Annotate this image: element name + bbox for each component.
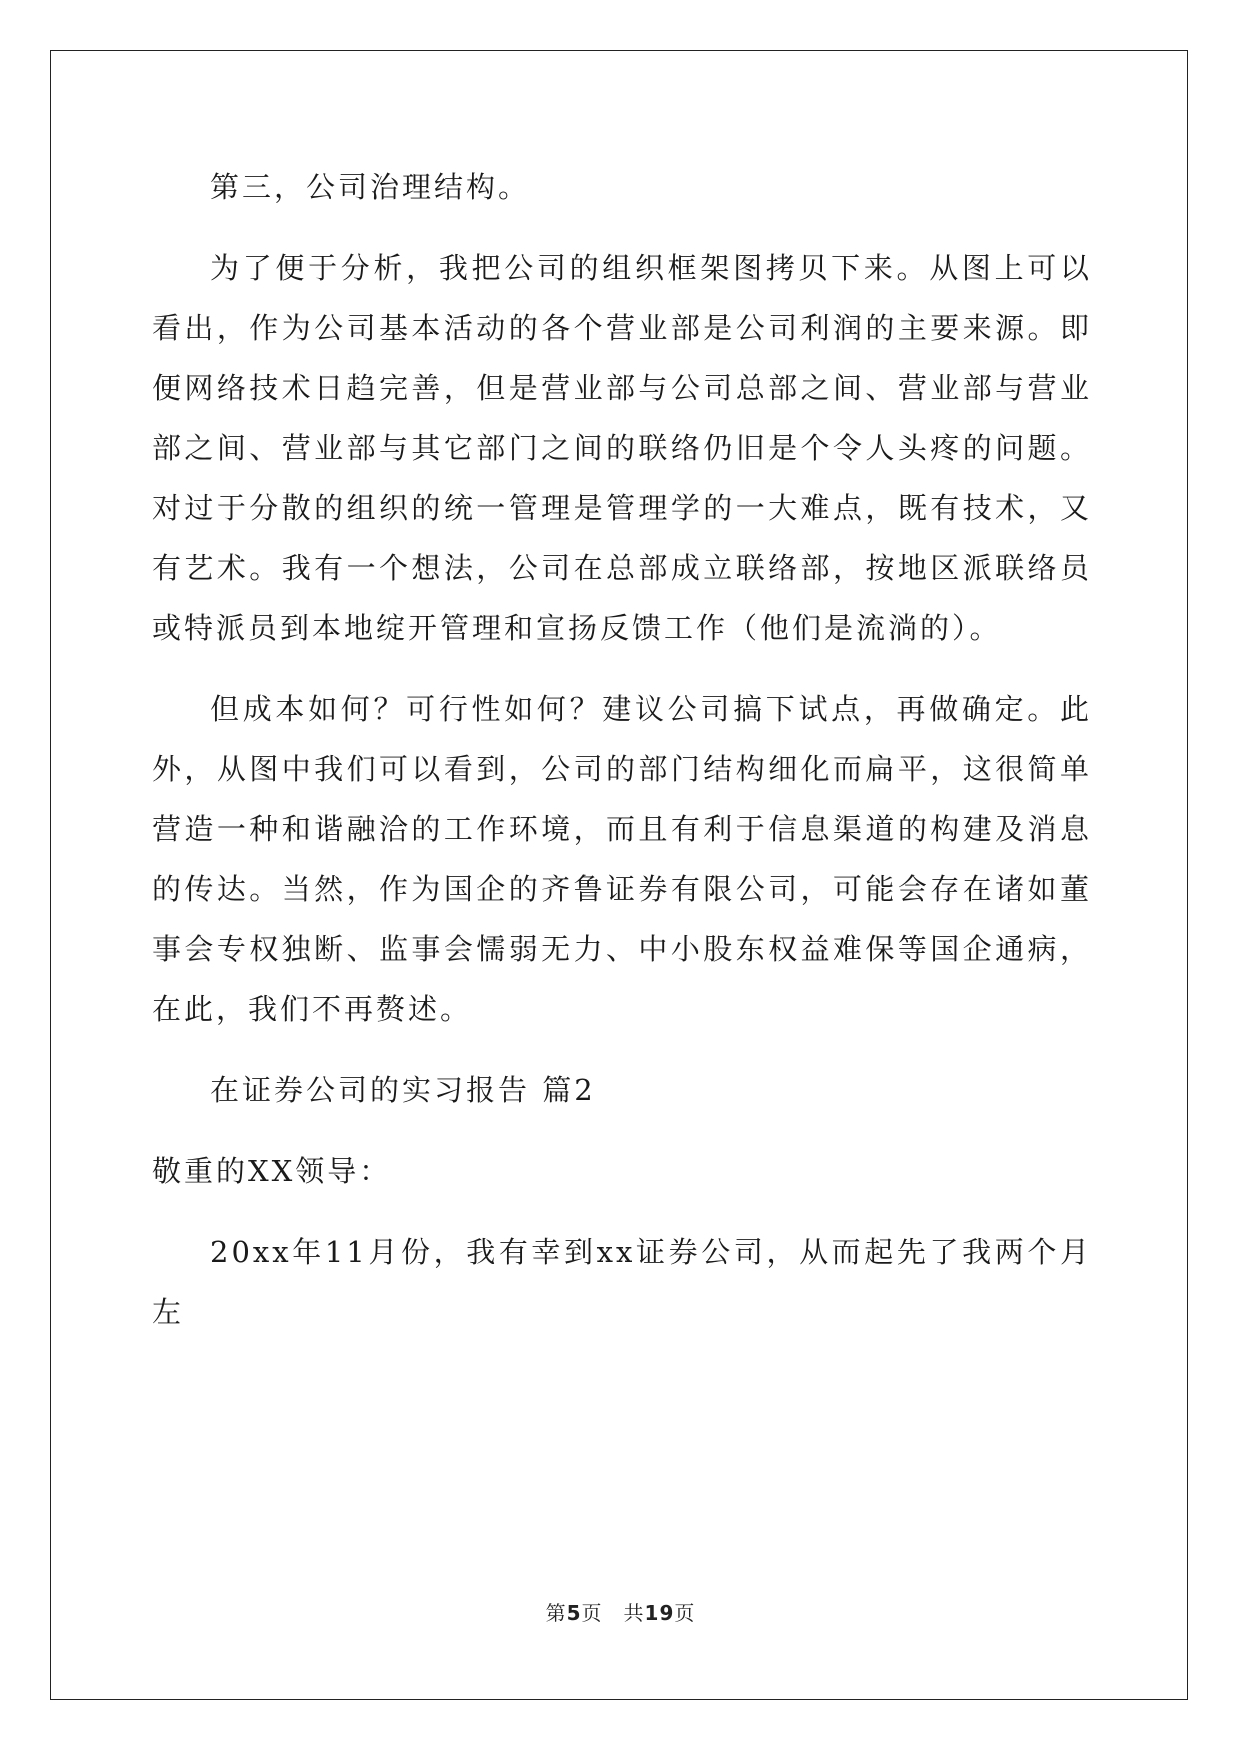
paragraph-intro: 20xx年11月份，我有幸到xx证券公司，从而起先了我两个月左 — [152, 1235, 1092, 1329]
footer-prefix: 第 — [545, 1601, 567, 1625]
paragraph-cost-feasibility: 但成本如何？可行性如何？建议公司搞下试点，再做确定。此外，从图中我们可以看到，公司的部门结构细化而扁平，这很简单营造一种和谐融洽的工作环境，而且有利于信息渠道的构建及消息的传达。当然，作为国企的齐鲁证券有限公司，可能会存在诸如董事会专权独断、监事会懦弱无力、中小股东权益难保等国企通病，在此，我们不再赘述。 — [152, 692, 1092, 1026]
report-title-part2: 在证券公司的实习报告 篇2 — [210, 1073, 596, 1107]
page-footer — [0, 1597, 1241, 1626]
footer-page-number: 5 — [566, 1601, 582, 1625]
footer-suffix: 页 — [674, 1601, 696, 1625]
paragraph-governance-heading: 第三，公司治理结构。 — [210, 170, 531, 204]
salutation: 敬重的XX领导： — [152, 1154, 392, 1188]
footer-mid: 页 共 — [581, 1601, 645, 1625]
paragraph-org-structure: 为了便于分析，我把公司的组织框架图拷贝下来。从图上可以看出，作为公司基本活动的各个营业部是公司利润的主要来源。即便网络技术日趋完善，但是营业部与公司总部之间、营业部与营业部之间、营业部与其它部门之间的联络仍旧是个令人头疼的问题。对过于分散的组织的统一管理是管理学的一大难点，既有技术，又有艺术。我有一个想法，公司在总部成立联络部，按地区派联络员或特派员到本地绽开管理和宣扬反馈工作（他们是流淌的）。 — [152, 251, 1092, 645]
footer-total-pages: 19 — [644, 1601, 675, 1625]
document-body — [152, 157, 1092, 1363]
